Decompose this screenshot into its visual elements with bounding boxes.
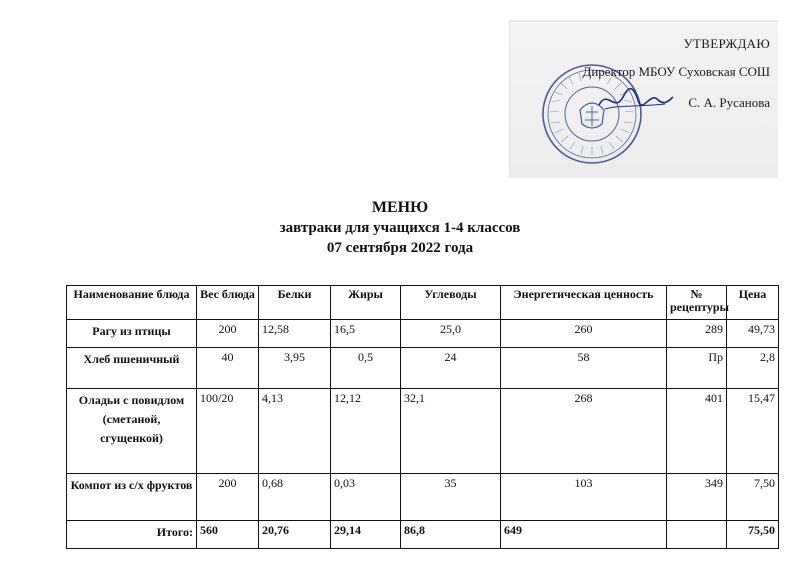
total-energy-cell: 649	[501, 521, 667, 549]
energy-cell: 260	[501, 320, 667, 348]
fat-cell: 0,03	[331, 474, 401, 521]
price-cell: 49,73	[727, 320, 779, 348]
header-cell-energy: Энергетическая ценность	[501, 286, 667, 320]
carbs-cell: 32,1	[401, 389, 501, 474]
dish-name-cell: Компот из с/х фруктов	[67, 474, 197, 521]
weight-cell: 200	[197, 320, 259, 348]
header-cell-price: Цена	[727, 286, 779, 320]
fat-cell: 0,5	[331, 348, 401, 389]
total-protein-cell: 20,76	[259, 521, 331, 549]
recipe-cell: Пр	[667, 348, 727, 389]
weight-cell: 200	[197, 474, 259, 521]
total-carbs-cell: 86,8	[401, 521, 501, 549]
energy-cell: 58	[501, 348, 667, 389]
document-date: 07 сентября 2022 года	[326, 240, 474, 256]
document-title: МЕНЮ	[371, 199, 429, 216]
weight-cell: 40	[197, 348, 259, 389]
header-cell-protein: Белки	[259, 286, 331, 320]
document-subtitle: завтраки для учащихся 1-4 классов	[279, 220, 521, 236]
price-cell: 7,50	[727, 474, 779, 521]
weight-cell: 100/20	[197, 389, 259, 474]
protein-cell: 0,68	[259, 474, 331, 521]
table-row	[67, 348, 779, 389]
energy-cell: 103	[501, 474, 667, 521]
header-cell-carbs: Углеводы	[401, 286, 501, 320]
protein-cell: 3,95	[259, 348, 331, 389]
table-total-row	[67, 521, 779, 549]
approval-title: УТВЕРЖДАЮ	[683, 36, 770, 51]
header-cell-fat: Жиры	[331, 286, 401, 320]
approval-position: Директор МБОУ Суховская СОШ	[582, 64, 770, 79]
dish-name-cell: Рагу из птицы	[67, 320, 197, 348]
total-fat-cell: 29,14	[331, 521, 401, 549]
carbs-cell: 25,0	[401, 320, 501, 348]
carbs-cell: 24	[401, 348, 501, 389]
table-row	[67, 389, 779, 474]
table-row	[67, 474, 779, 521]
energy-cell: 268	[501, 389, 667, 474]
protein-cell: 12,58	[259, 320, 331, 348]
header-cell-weight: Вес блюда	[197, 286, 259, 320]
total-label-cell: Итого:	[67, 521, 197, 549]
recipe-cell: 349	[667, 474, 727, 521]
fat-cell: 12,12	[331, 389, 401, 474]
recipe-cell: 289	[667, 320, 727, 348]
header-cell-dish: Наименование блюда	[67, 286, 197, 320]
carbs-cell: 35	[401, 474, 501, 521]
header-cell-recipe: № рецептуры	[667, 286, 727, 320]
total-weight-cell: 560	[197, 521, 259, 549]
price-cell: 2,8	[727, 348, 779, 389]
dish-name-cell: Оладьи с повидлом (сметаной, сгущенкой)	[67, 389, 197, 474]
approval-signer: С. А. Русанова	[688, 95, 770, 110]
menu-table	[66, 285, 779, 549]
total-recipe-cell	[667, 521, 727, 549]
recipe-cell: 401	[667, 389, 727, 474]
table-header-row	[67, 286, 779, 320]
protein-cell: 4,13	[259, 389, 331, 474]
handwritten-signature-icon	[595, 85, 675, 115]
total-price-cell: 75,50	[727, 521, 779, 549]
price-cell: 15,47	[727, 389, 779, 474]
dish-name-cell: Хлеб пшеничный	[67, 348, 197, 389]
table-row	[67, 320, 779, 348]
fat-cell: 16,5	[331, 320, 401, 348]
